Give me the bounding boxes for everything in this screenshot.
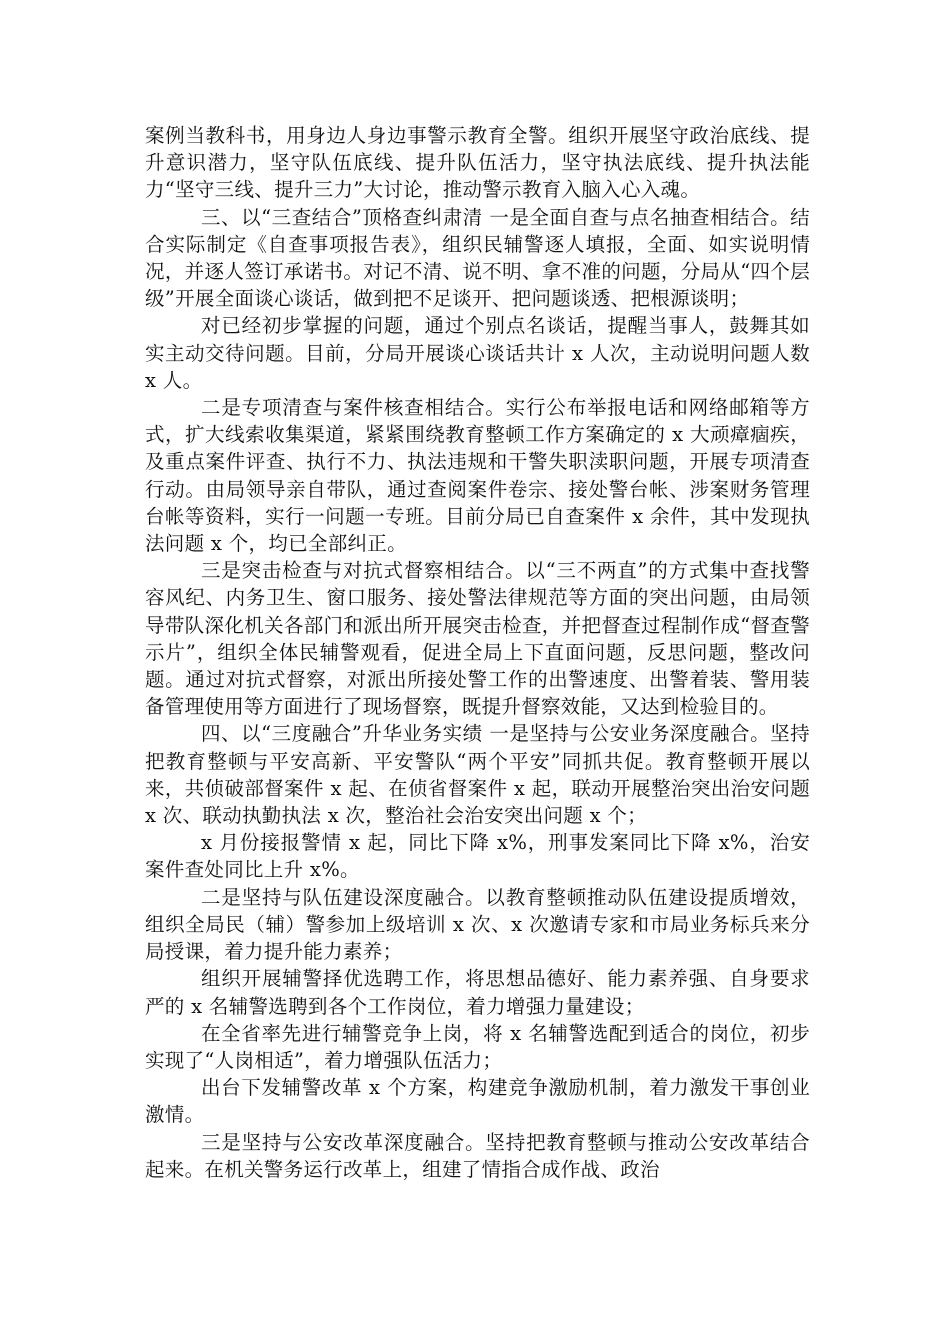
paragraph-11: 出台下发辅警改革 x 个方案，构建竞争激励机制，着力激发干事创业激情。 (145, 1076, 810, 1127)
paragraph-1: 案例当教科书，用身边人身边事警示教育全警。组织开展坚守政治底线、提升意识潜力，坚守队伍底线、提升队伍活力，坚守执法底线、提升执法能力“坚守三线、提升三力”大讨论，推动警示教育入脑入心入魂。 (145, 124, 810, 202)
paragraph-8: 二是坚持与队伍建设深度融合。以教育整顿推动队伍建设提质增效，组织全局民（辅）警参加上级培训 x 次、x 次邀请专家和市局业务标兵来分局授课，着力提升能力素养； (145, 885, 810, 964)
paragraph-6: 四、以“三度融合”升华业务实绩 一是坚持与公安业务深度融合。坚持把教育整顿与平安高新、平安警队“两个平安”同抓共促。教育整顿开展以来，共侦破部督案件 x 起、在侦省督案件 x 起，联动开展整治突出治安问题 x 次、联动执勤执法 x 次，整治社会治安突出问题 x 个； (145, 722, 810, 828)
paragraph-4: 二是专项清查与案件核查相结合。实行公布举报电话和网络邮箱等方式，扩大线索收集渠道，紧紧围绕教育整顿工作方案确定的 x 大顽瘴痼疾，及重点案件评查、执行不力、执法违规和干警失职渎职问题，开展专项清查行动。由局领导亲自带队，通过查阅案件卷宗、接处警台帐、涉案财务管理台帐等资料，实行一问题一专班。目前分局已自查案件 x 余件，其中发现执法问题 x 个，均已全部纠正。 (145, 396, 810, 556)
paragraph-10: 在全省率先进行辅警竞争上岗，将 x 名辅警选配到适合的岗位，初步实现了“人岗相适”，着力增强队伍活力； (145, 1021, 810, 1072)
document-body (145, 122, 810, 1183)
paragraph-5: 三是突击检查与对抗式督察相结合。以“三不两直”的方式集中查找警容风纪、内务卫生、窗口服务、接处警法律规范等方面的突出问题，由局领导带队深化机关各部门和派出所开展突击检查，并把督查过程制作成“督查警示片”，组织全体民辅警观看，促进全局上下直面问题，反思问题，整改问题。通过对抗式督察，对派出所接处警工作的出警速度、出警着装、警用装备管理使用等方面进行了现场督察，既提升督察效能，又达到检验目的。 (145, 559, 810, 719)
paragraph-2: 三、以“三查结合”顶格查纠肃清 一是全面自查与点名抽查相结合。结合实际制定《自查事项报告表》，组织民辅警逐人填报，全面、如实说明情况，并逐人签订承诺书。对记不清、说不明、拿不准的问题，分局从“四个层级”开展全面谈心谈话，做到把不足谈开、把问题谈透、把根源谈明； (145, 205, 810, 311)
paragraph-9: 组织开展辅警择优选聘工作，将思想品德好、能力素养强、自身要求严的 x 名辅警选聘到各个工作岗位，着力增强力量建设； (145, 967, 810, 1018)
paragraph-12: 三是坚持与公安改革深度融合。坚持把教育整顿与推动公安改革结合起来。在机关警务运行改革上，组建了情指合成作战、政治 (145, 1130, 810, 1181)
paragraph-7: x 月份接报警情 x 起，同比下降 x%，刑事发案同比下降 x%，治安案件查处同比上升 x%。 (145, 831, 810, 882)
paragraph-3: 对已经初步掌握的问题，通过个别点名谈话，提醒当事人，鼓舞其如实主动交待问题。目前，分局开展谈心谈话共计 x 人次，主动说明问题人数 x 人。 (145, 314, 810, 392)
